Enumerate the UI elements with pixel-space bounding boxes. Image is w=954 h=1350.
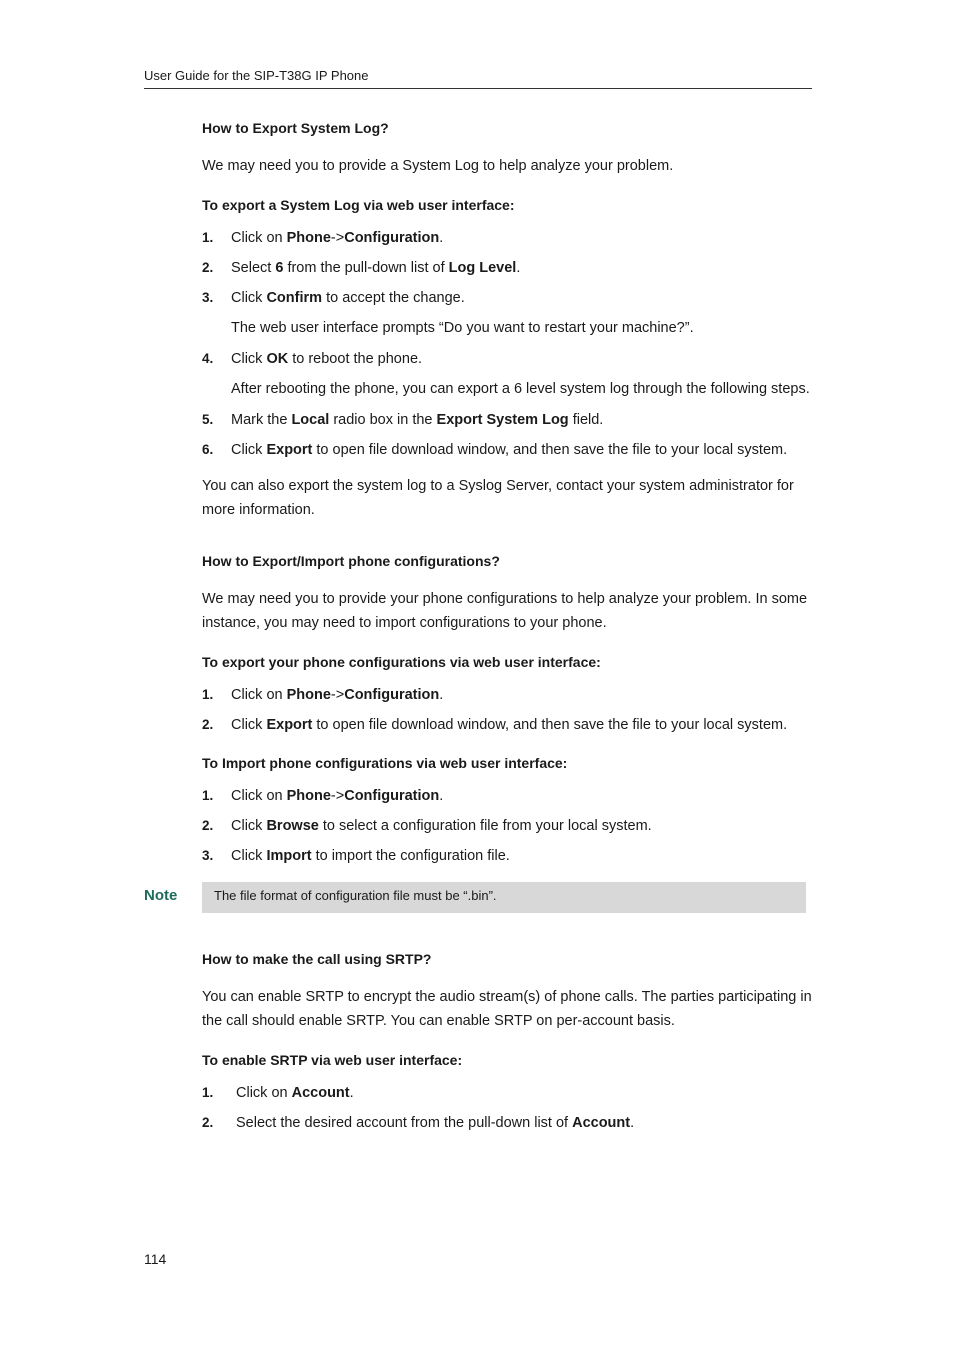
section-heading: How to Export/Import phone configurations? — [202, 553, 500, 569]
procedure-title: To export your phone configurations via web user interface: — [202, 654, 601, 670]
ui-term: Phone — [286, 687, 331, 703]
step-text: to select a configuration file from your local system. — [318, 818, 652, 834]
step-item — [202, 438, 814, 462]
step-list — [202, 683, 814, 737]
step-number: 1. — [202, 1085, 214, 1100]
step-text: to reboot the phone. — [288, 351, 423, 367]
ui-term: Export — [266, 717, 313, 733]
step-text: . — [349, 1085, 354, 1101]
step-item — [202, 408, 814, 432]
step-number: 2. — [202, 717, 214, 732]
ui-term: Configuration — [344, 788, 440, 804]
step-item — [202, 226, 814, 250]
paragraph: We may need you to provide a System Log to help analyze your problem. — [202, 158, 674, 174]
step-text: -> — [330, 687, 345, 703]
paragraph: You can enable SRTP to encrypt the audio stream(s) of phone calls. The parties participating in the call should enable SRTP. You can enable SRTP on per-account basis. — [202, 989, 812, 1029]
step-text: Click — [231, 717, 267, 733]
step-number: 2. — [202, 260, 214, 275]
procedure-title: To enable SRTP via web user interface: — [202, 1052, 463, 1068]
ui-term: Configuration — [344, 230, 440, 246]
step-text: to accept the change. — [322, 290, 465, 306]
step-list — [202, 784, 814, 868]
ui-term: Import — [266, 848, 312, 864]
step-item — [202, 683, 814, 707]
step-text: Click on — [236, 1085, 292, 1101]
section-heading: How to make the call using SRTP? — [202, 951, 432, 967]
step-number: 2. — [202, 818, 214, 833]
page-number: 114 — [144, 1251, 167, 1267]
paragraph: You can also export the system log to a Syslog Server, contact your system administrator for more information. — [202, 478, 794, 518]
section-heading: How to Export System Log? — [202, 120, 389, 136]
step-item — [202, 814, 814, 838]
step-item — [202, 286, 814, 310]
note — [144, 882, 814, 913]
step-text: Click on — [231, 230, 287, 246]
ui-term: Confirm — [266, 290, 323, 306]
step-text: Select — [231, 260, 276, 276]
procedure-title: To export a System Log via web user interface: — [202, 197, 515, 213]
step-number: 5. — [202, 412, 214, 427]
ui-term: Account — [572, 1115, 631, 1131]
page-content — [144, 118, 814, 1135]
step-number: 1. — [202, 230, 214, 245]
step-number: 1. — [202, 687, 214, 702]
step-text: Click on — [231, 788, 287, 804]
step-item — [202, 256, 814, 280]
step-text: -> — [330, 788, 345, 804]
note-box: The file format of configuration file must be “.bin”. — [202, 882, 806, 913]
step-text: to import the configuration file. — [311, 848, 510, 864]
step-text: Click — [231, 818, 267, 834]
step-item — [202, 1111, 814, 1135]
step-text: . — [630, 1115, 635, 1131]
step-number: 6. — [202, 442, 214, 457]
step-number: 1. — [202, 788, 214, 803]
step-number: 3. — [202, 848, 214, 863]
step-text: Select the desired account from the pull-down list of — [236, 1115, 573, 1131]
step-number: 4. — [202, 351, 214, 366]
step-number: 2. — [202, 1115, 214, 1130]
step-text: . — [516, 260, 521, 276]
step-text: radio box in the — [329, 412, 437, 428]
step-item — [202, 844, 814, 868]
step-text: Mark the — [231, 412, 292, 428]
step-text: from the pull-down list of — [283, 260, 449, 276]
ui-term: Phone — [286, 788, 331, 804]
paragraph: We may need you to provide your phone configurations to help analyze your problem. In some instance, you may need to import configurations to your phone. — [202, 591, 808, 631]
ui-term: Export System Log — [436, 412, 569, 428]
step-text: . — [439, 230, 444, 246]
step-detail: The web user interface prompts “Do you want to restart your machine?”. — [231, 320, 694, 336]
step-text: to open file download window, and then save the file to your local system. — [312, 717, 788, 733]
ui-term: Configuration — [344, 687, 440, 703]
ui-term: Phone — [286, 230, 331, 246]
step-text: Click — [231, 442, 267, 458]
ui-term: Log Level — [448, 260, 517, 276]
procedure-title: To Import phone configurations via web user interface: — [202, 755, 568, 771]
ui-term: Export — [266, 442, 313, 458]
step-text: Click on — [231, 687, 287, 703]
step-list — [202, 226, 814, 462]
ui-term: Browse — [266, 818, 319, 834]
step-text: field. — [568, 412, 604, 428]
step-text: -> — [330, 230, 345, 246]
note-label: Note — [144, 887, 178, 904]
step-text: to open file download window, and then save the file to your local system. — [312, 442, 788, 458]
ui-term: 6 — [275, 260, 284, 276]
ui-term: Local — [291, 412, 330, 428]
step-text: . — [439, 687, 444, 703]
step-item — [202, 1081, 814, 1105]
step-list — [202, 1081, 814, 1135]
step-item — [202, 347, 814, 371]
step-text: . — [439, 788, 444, 804]
step-item — [202, 784, 814, 808]
step-item — [202, 713, 814, 737]
step-text: Click — [231, 290, 267, 306]
ui-term: OK — [266, 351, 289, 367]
step-text: Click — [231, 351, 267, 367]
step-text: Click — [231, 848, 267, 864]
running-header: User Guide for the SIP-T38G IP Phone — [144, 67, 812, 89]
step-number: 3. — [202, 290, 214, 305]
ui-term: Account — [291, 1085, 350, 1101]
step-detail: After rebooting the phone, you can export a 6 level system log through the following steps. — [231, 381, 810, 397]
